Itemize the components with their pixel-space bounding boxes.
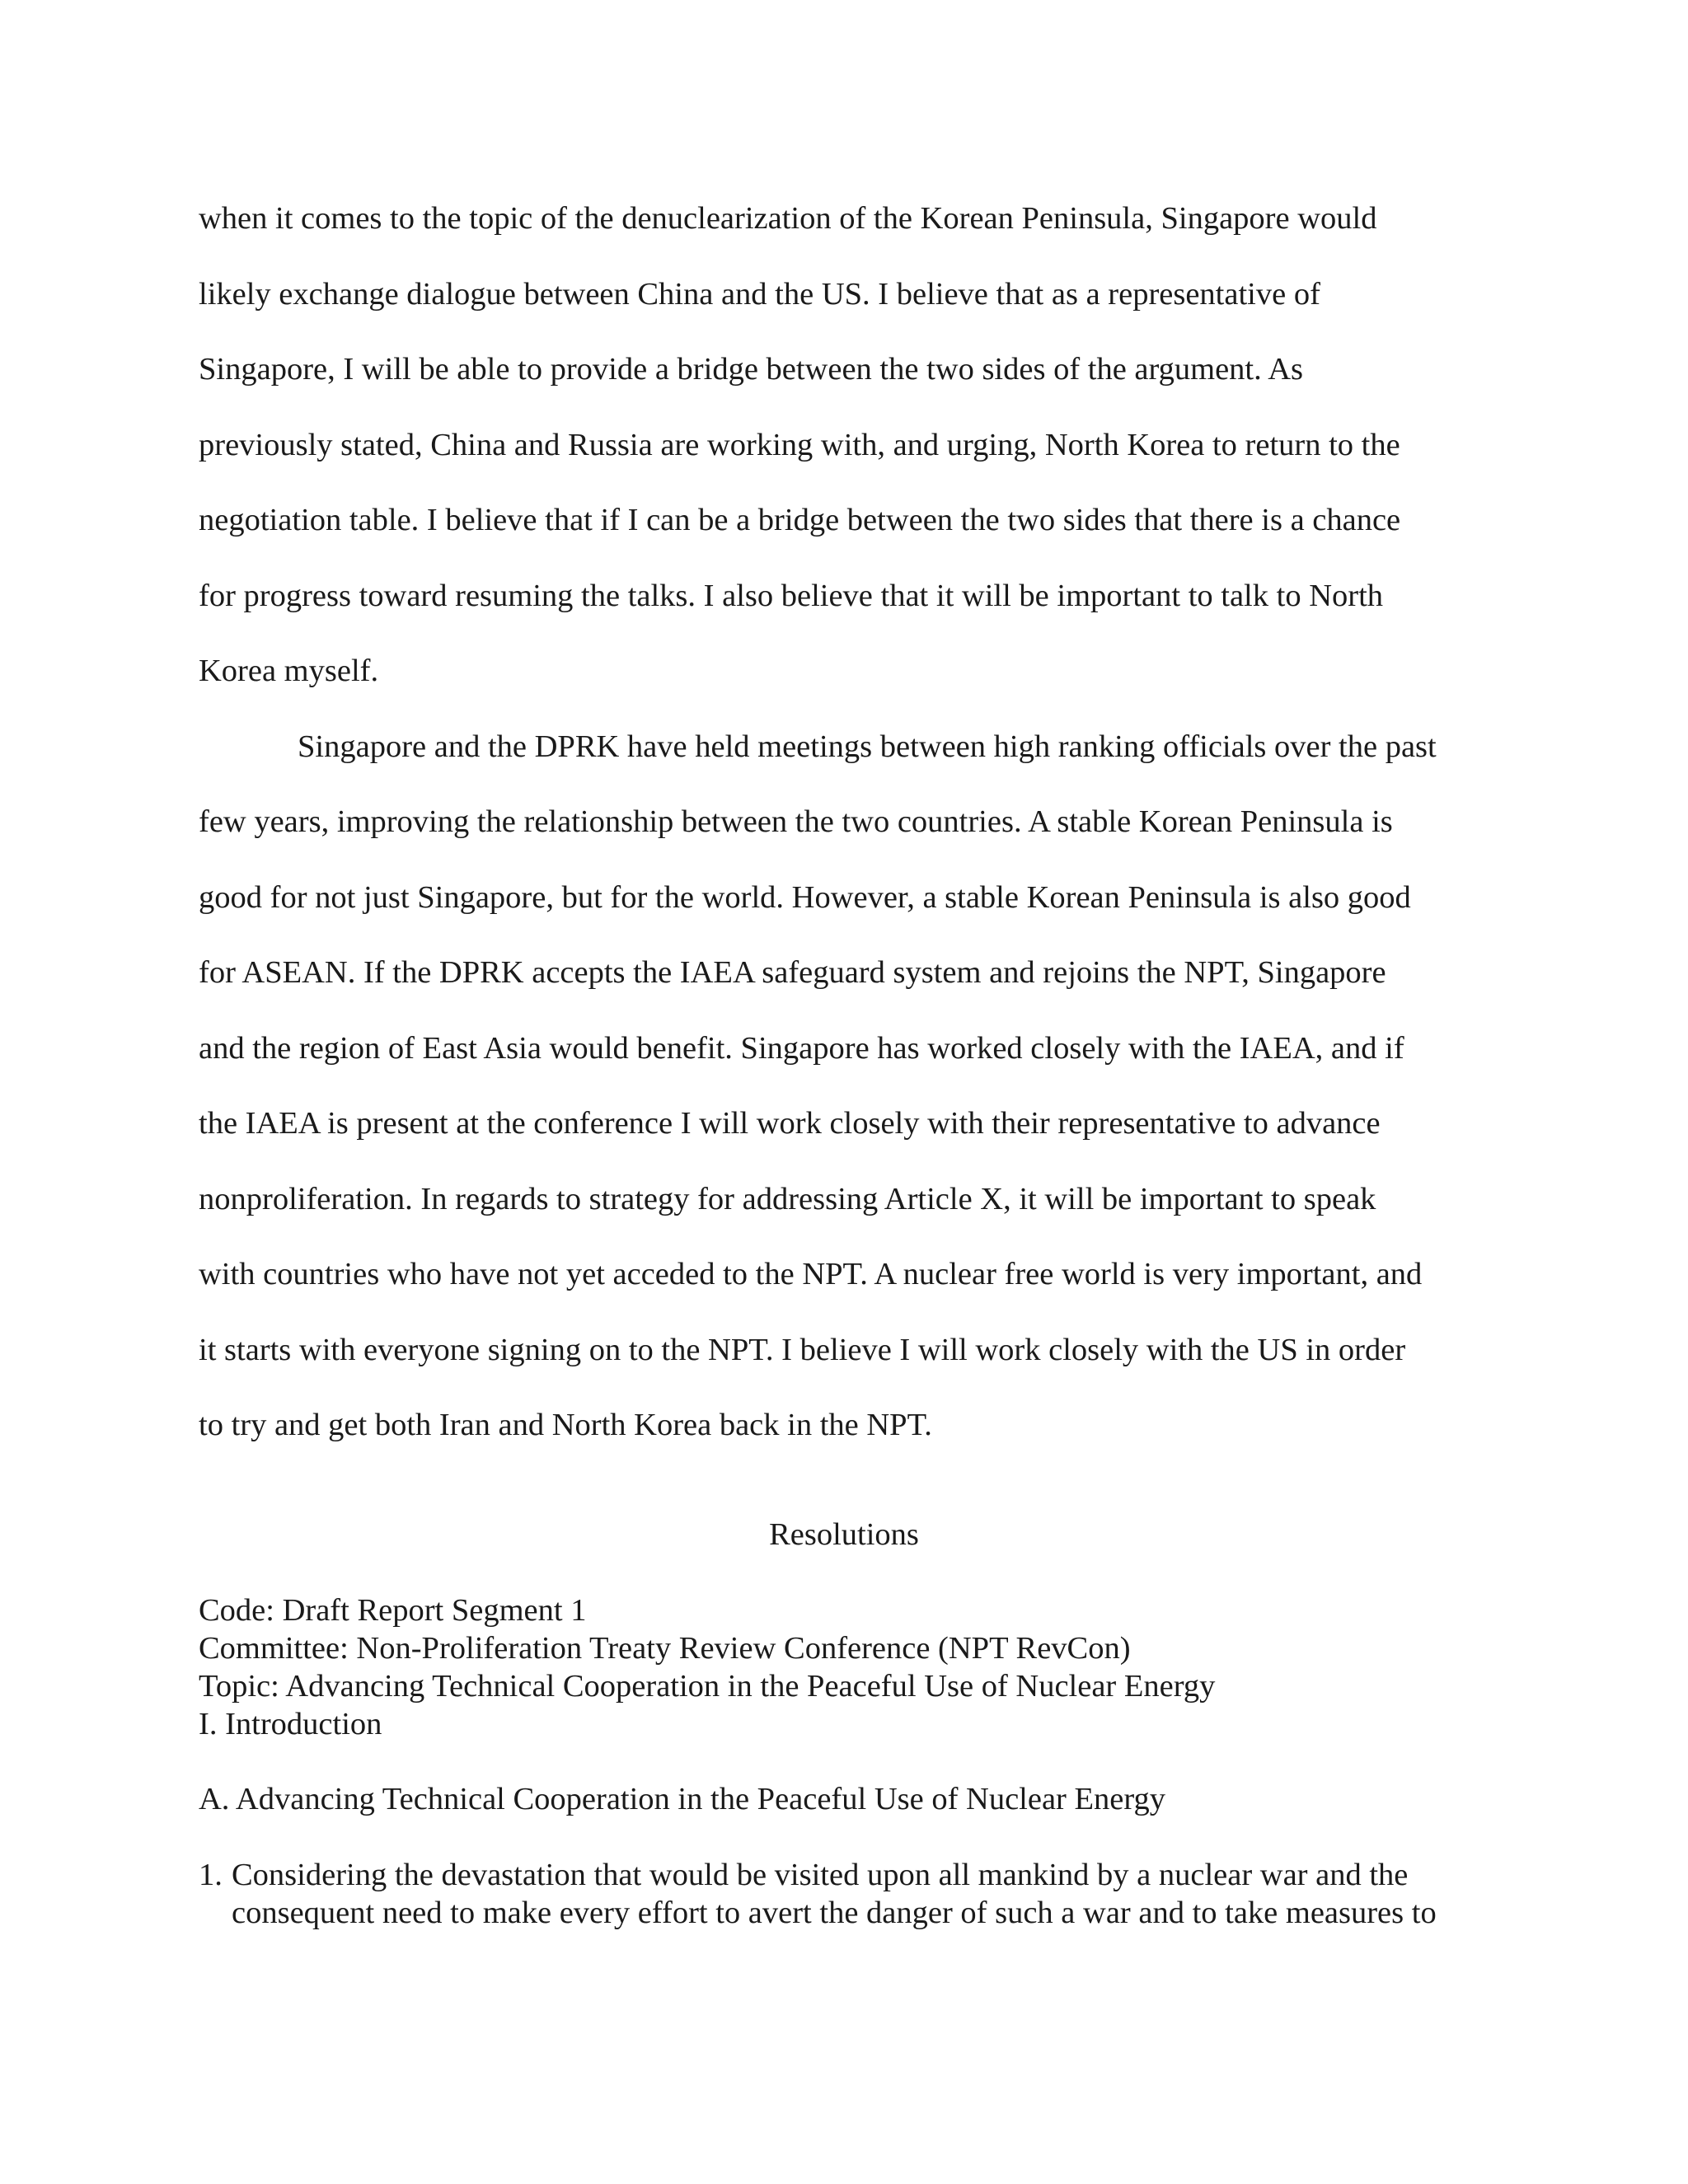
body-text-line: with countries who have not yet acceded to the NPT. A nuclear free world is very important, and	[199, 1257, 1423, 1291]
body-text-line: it starts with everyone signing on to the NPT. I believe I will work closely with the US in order	[199, 1333, 1406, 1367]
body-text-line: the IAEA is present at the conference I will work closely with their representative to advance	[199, 1106, 1381, 1141]
body-text-line: negotiation table. I believe that if I can be a bridge between the two sides that there is a chance	[199, 503, 1401, 537]
body-text-line: Singapore and the DPRK have held meetings between high ranking officials over the past	[298, 729, 1437, 764]
body-text-line: Korea myself.	[199, 654, 379, 688]
resolutions-heading: Resolutions	[769, 1517, 919, 1552]
clause-text-line: Considering the devastation that would be visited upon all mankind by a nuclear war and the	[232, 1858, 1409, 1892]
clause-number: 1.	[199, 1858, 223, 1892]
body-text-line: Singapore, I will be able to provide a bridge between the two sides of the argument. As	[199, 352, 1304, 387]
resolution-code: Code: Draft Report Segment 1	[199, 1593, 587, 1628]
body-text-line: good for not just Singapore, but for the world. However, a stable Korean Peninsula is also good	[199, 880, 1411, 915]
resolution-topic: Topic: Advancing Technical Cooperation in the Peaceful Use of Nuclear Energy	[199, 1669, 1216, 1704]
resolution-section: I. Introduction	[199, 1707, 382, 1741]
clause-1	[199, 1855, 1408, 1895]
body-text-line: for ASEAN. If the DPRK accepts the IAEA safeguard system and rejoins the NPT, Singapore	[199, 955, 1386, 990]
body-text-line: nonproliferation. In regards to strategy for addressing Article X, it will be important to speak	[199, 1182, 1376, 1216]
body-text-line: likely exchange dialogue between China and the US. I believe that as a representative of	[199, 277, 1320, 312]
clause-text-line: consequent need to make every effort to avert the danger of such a war and to take measures to	[232, 1896, 1437, 1930]
body-text-line: to try and get both Iran and North Korea back in the NPT.	[199, 1408, 932, 1442]
body-text-line: for progress toward resuming the talks. I also believe that it will be important to talk to North	[199, 579, 1384, 613]
body-text-line: when it comes to the topic of the denuclearization of the Korean Peninsula, Singapore would	[199, 201, 1377, 236]
body-text-line: previously stated, China and Russia are working with, and urging, North Korea to return to the	[199, 428, 1400, 462]
body-text-line: and the region of East Asia would benefit. Singapore has worked closely with the IAEA, and if	[199, 1031, 1404, 1066]
body-text-line: few years, improving the relationship between the two countries. A stable Korean Peninsula is	[199, 804, 1393, 839]
resolution-committee: Committee: Non-Proliferation Treaty Review Conference (NPT RevCon)	[199, 1631, 1131, 1666]
resolution-subsection: A. Advancing Technical Cooperation in the Peaceful Use of Nuclear Energy	[199, 1782, 1165, 1816]
